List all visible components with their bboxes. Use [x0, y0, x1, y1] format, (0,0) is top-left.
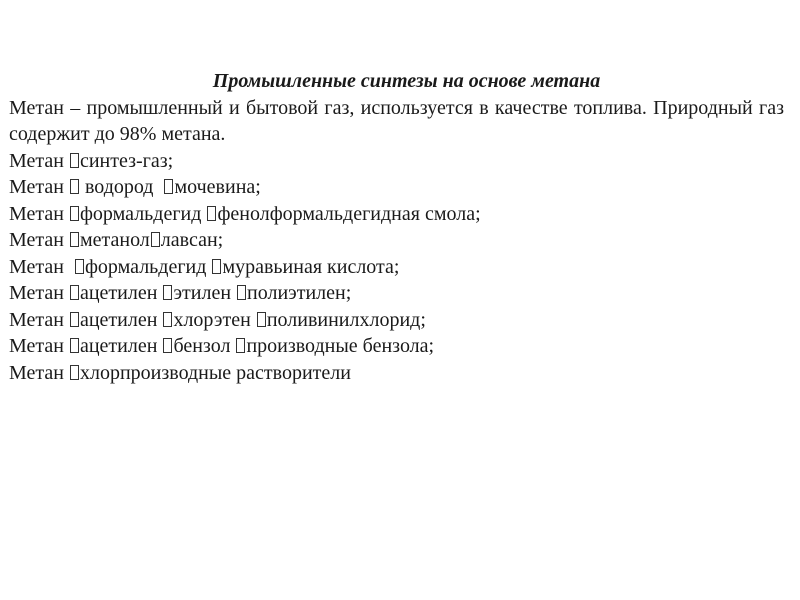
reaction-line — [9, 360, 784, 387]
reaction-line — [9, 254, 784, 281]
arrow-placeholder-icon — [70, 232, 79, 247]
reaction-term: формальдегид — [84, 255, 212, 278]
intro-paragraph: Метан – промышленный и бытовой газ, используется в качестве топлива. Природный газ содержит до 98% метана. — [9, 96, 784, 145]
arrow-placeholder-icon — [163, 338, 172, 353]
reaction-line — [9, 201, 784, 228]
arrow-placeholder-icon — [75, 259, 84, 274]
reaction-line — [9, 280, 784, 307]
arrow-placeholder-icon — [70, 285, 79, 300]
reaction-term: Метан — [9, 335, 69, 357]
arrow-placeholder-icon — [164, 179, 173, 194]
reaction-line — [9, 148, 784, 175]
reaction-term: хлорэтен — [173, 308, 256, 331]
reaction-term: мочевина; — [174, 176, 261, 198]
reaction-term: Метан — [9, 149, 69, 172]
arrow-placeholder-icon — [237, 285, 246, 300]
arrow-placeholder-icon — [70, 153, 79, 168]
reaction-term: формальдегид — [79, 202, 207, 225]
reaction-term: Метан — [9, 202, 69, 225]
reaction-term: ацетилен — [79, 308, 163, 331]
reaction-line — [9, 333, 784, 360]
reaction-term: этилен — [173, 282, 237, 304]
reaction-term: лавсан; — [160, 229, 224, 251]
reaction-term: Метан — [9, 361, 69, 384]
arrow-placeholder-icon — [163, 312, 172, 327]
arrow-placeholder-icon — [163, 285, 172, 300]
arrow-placeholder-icon — [257, 312, 266, 327]
reaction-term: фенолформальдегидная смола; — [217, 202, 481, 225]
reaction-term: метанол — [79, 229, 150, 251]
reaction-term: Метан — [9, 229, 69, 251]
arrow-placeholder-icon — [70, 338, 79, 353]
reaction-term: хлорпроизводные растворители — [79, 361, 351, 384]
arrow-placeholder-icon — [236, 338, 245, 353]
arrow-placeholder-icon — [70, 206, 79, 221]
arrow-placeholder-icon — [70, 365, 79, 380]
arrow-placeholder-icon — [207, 206, 216, 221]
reaction-term: бензол — [173, 335, 236, 357]
text-block — [9, 68, 784, 386]
arrow-placeholder-icon — [151, 232, 160, 247]
reaction-term: полиэтилен; — [247, 282, 352, 304]
reaction-line — [9, 307, 784, 334]
arrow-placeholder-icon — [70, 312, 79, 327]
reaction-term: Метан — [9, 176, 69, 198]
reaction-term: муравьиная кислота; — [222, 255, 400, 278]
reaction-term: ацетилен — [79, 335, 163, 357]
reaction-term: водород — [79, 176, 164, 198]
reaction-line — [9, 174, 784, 201]
reaction-term: Метан — [9, 255, 74, 278]
reaction-term: синтез-газ; — [79, 149, 174, 172]
reaction-term: производные бензола; — [246, 335, 435, 357]
slide-title: Промышленные синтезы на основе метана — [212, 70, 601, 92]
reaction-term: ацетилен — [79, 282, 163, 304]
reaction-term: Метан — [9, 308, 69, 331]
reaction-list — [9, 148, 784, 387]
arrow-placeholder-icon — [212, 259, 221, 274]
reaction-term: Метан — [9, 282, 69, 304]
reaction-line — [9, 227, 784, 254]
reaction-term: поливинилхлорид; — [266, 308, 426, 331]
arrow-placeholder-icon — [70, 179, 79, 194]
